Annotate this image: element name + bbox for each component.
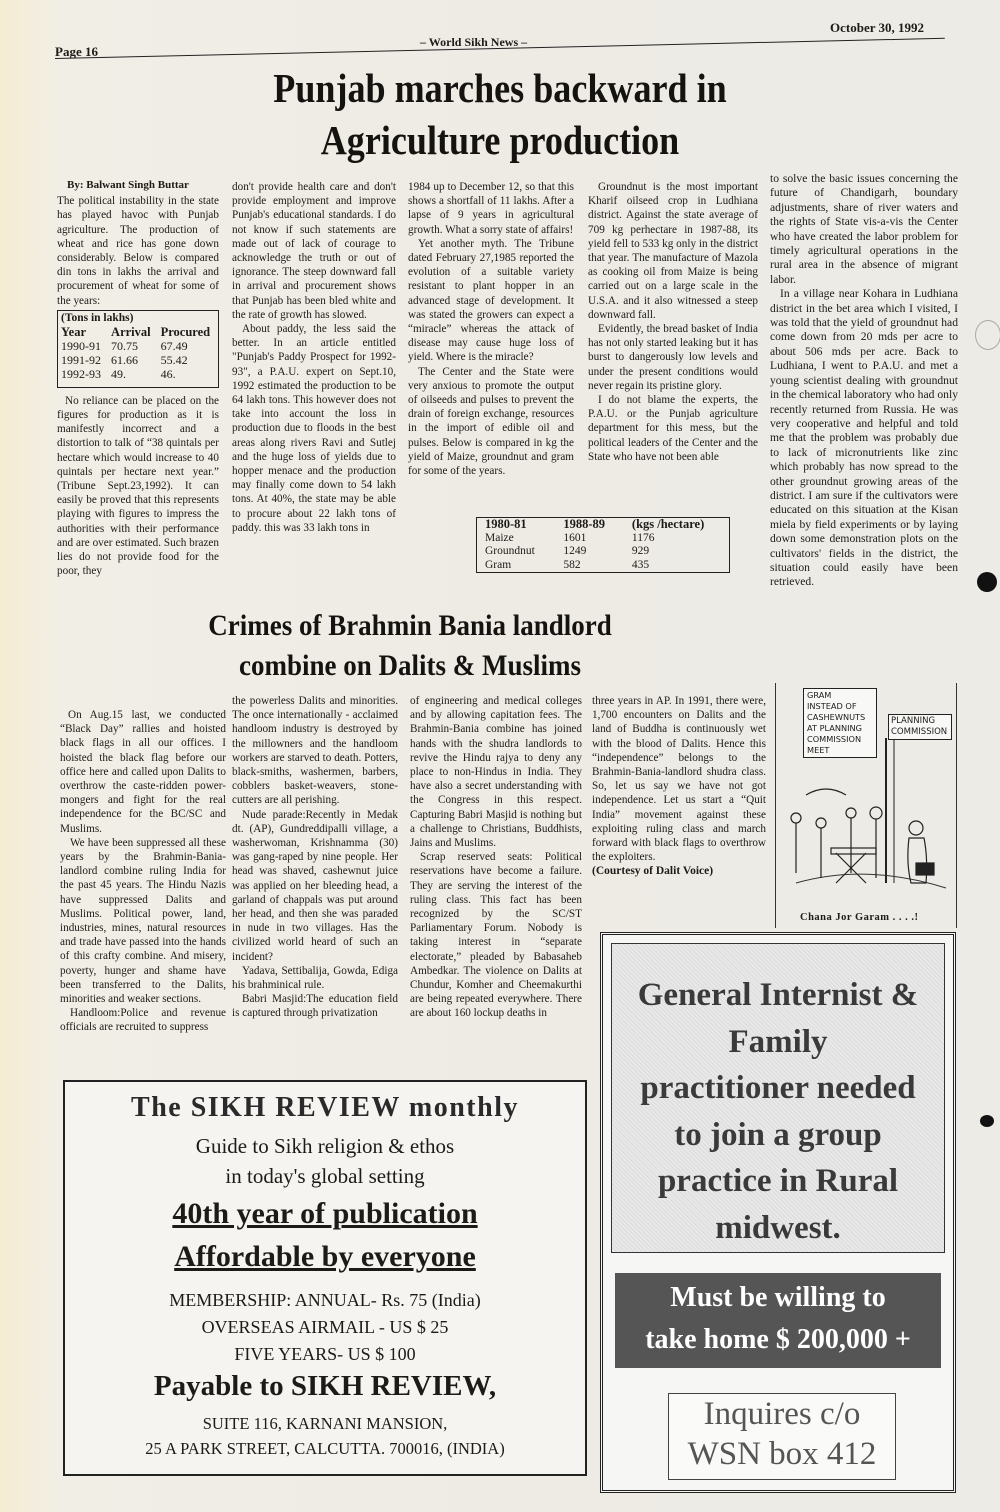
cell: 1249 [563, 545, 587, 557]
sign-text: PLANNING [891, 716, 936, 726]
cartoon-caption: Chana Jor Garam . . . .! [800, 912, 919, 923]
wheat-table-header [58, 325, 219, 339]
article1-column-1 [57, 178, 219, 578]
article2-headline-line2: combine on Dalits & Muslims [238, 649, 581, 682]
article1-column-2 [232, 180, 396, 535]
ad-line: General Internist & [637, 977, 919, 1013]
ad-price: FIVE YEARS- US $ 100 [234, 1344, 416, 1364]
header-cell: Arrival [111, 324, 151, 339]
punch-hole-mark [980, 1115, 994, 1127]
ad-line: Guide to Sikh religion & ethos [195, 1134, 455, 1158]
contact-line: WSN box 412 [687, 1436, 877, 1472]
salary-banner [615, 1273, 941, 1368]
article1-headline-line2: Agriculture production [320, 117, 680, 163]
issue-date: October 30, 1992 [830, 20, 924, 35]
ad-line: Family [728, 1023, 828, 1060]
cell: 61.66 [111, 352, 139, 367]
cell: 1601 [563, 531, 587, 544]
wheat-table-caption: (Tons in lakhs) [61, 311, 134, 324]
ad-address: SUITE 116, KARNANI MANSION, [202, 1414, 448, 1433]
article1-column-4 [588, 180, 758, 464]
punch-hole-mark [977, 572, 997, 592]
article1-column-5 [770, 172, 958, 590]
ad-price: OVERSEAS AIRMAIL - US $ 25 [201, 1317, 449, 1337]
contact-line: Inquires c/o [703, 1396, 861, 1432]
table-row [477, 559, 730, 573]
ad-line: practitioner needed [640, 1070, 916, 1106]
paragraph: The political instability in the state has played havoc with Punjab agriculture. The production of wheat and rice has gone down considerably. Below is compared din tons in lakhs the arrival and procurement of wheat for some of the years: [57, 195, 219, 307]
yield-table-header [477, 518, 730, 532]
cartoon-building-sign [888, 714, 952, 740]
cell: Gram [485, 558, 512, 571]
cell: 46. [160, 366, 176, 381]
cell: Maize [485, 531, 514, 544]
ad-price: MEMBERSHIP: ANNUAL- Rs. 75 (India) [169, 1290, 481, 1310]
paragraph: Scrap reserved seats: Political reservations have become a failure. They are serving the interest of the ruling class. This fact has been recognized by the SC/ST Parliamentary Forum. Nobody is taking interest in “separate electorate,” pleaded by Babasaheb Ambedkar. The violence on Dalits at Chundur, Komher and Cheemakurthi are being repeated everywhere. There are about 160 lockup deaths in [410, 851, 582, 1020]
table-row [477, 545, 730, 559]
paragraph: Evidently, the bread basket of India has not only started leaking but it has burst to dangerously low levels and under the present conditions would never regain its pristine glory. [588, 323, 758, 392]
ad-title: The SIKH REVIEW monthly [131, 1092, 519, 1123]
ad-shaded-panel [611, 943, 945, 1253]
physician-wanted-ad [600, 932, 956, 1493]
ad-line: to join a group [674, 1116, 882, 1153]
article1-headline-line1: Punjab marches backward in [273, 65, 727, 111]
paragraph: Nude parade:Recently in Medak dt. (AP), Gundreddipalli village, a washerwoman, Krishnamma (30) was gang-raped by nine people. Her head was shaved, cashewnut juice was applied on her bleeding head, a garland of chappals was put around her head, and then she was paraded in nude in two villages. Has the civilized world heard of such an incident? [232, 808, 398, 963]
paragraph: three years in AP. In 1991, there were, 1,700 encounters on Dalits and the land of Buddha is continuously wet with the blood of Dalits. Hence this “independence” belongs to the Brahmin-Bania-landlord shudra class. So, let us say we have not got independence. Let us start a “Quit India” movement against these exploiting ruling class and march forward with black flags to overthrow the exploiters. [592, 695, 766, 864]
header-cell: 1988-89 [563, 517, 606, 531]
article2-column-1 [60, 708, 226, 1035]
header-cell: Procured [160, 324, 211, 339]
paragraph: The Center and the State were very anxious to promote the output of oilseeds and pulses to prevent the drain of foreign exchange, resources in the import of edible oil and pulses. Below is compared in kg the yield of Maize, groundnut and gram for some of the years. [408, 365, 574, 478]
paragraph: Handloom:Police and revenue officials are recruited to suppress [60, 1007, 226, 1034]
cell: 49. [111, 366, 127, 381]
sign-text: MEET [807, 745, 830, 755]
ad-highlight: Affordable by everyone [174, 1240, 476, 1273]
paragraph: to solve the basic issues concerning the future of Chandigarh, boundary adjustments, share of river waters and the rights of State vis-a-vis the Center who have created the labor problem for timely agricultural operations in the rural area in the absence of migrant labor. [770, 172, 958, 286]
contact-box [668, 1393, 896, 1480]
paragraph: Babri Masjid:The education field is captured through privatization [232, 993, 398, 1020]
table-row [58, 339, 219, 353]
cartoon-notice-sign [803, 688, 877, 758]
byline: By: Balwant Singh Buttar [67, 179, 189, 191]
credit-line: (Courtesy of Dalit Voice) [592, 865, 714, 878]
yield-table [476, 517, 730, 573]
sign-text: INSTEAD OF [807, 701, 857, 711]
sign-text: GRAM [807, 690, 832, 700]
punch-hole-outline [975, 320, 1000, 350]
ad-line: practice in Rural [657, 1163, 899, 1199]
paragraph: the powerless Dalits and minorities. The once internationally - acclaimed handloom industry is destroyed by the millowners and the handloom workers are starved to death. Potters, black-smiths, washermen, barbers, cobblers basket-weavers, stone-cutters are all perishing. [232, 695, 398, 807]
article2-headline-line1: Crimes of Brahmin Bania landlord [208, 609, 612, 642]
paragraph: 1984 up to December 12, so that this shows a shortfall of 11 lakhs. After a lapse of 9 years in agricultural growth. What a sorry state of affairs! [408, 181, 574, 236]
cell: 55.42 [160, 352, 188, 367]
ad-line: midwest. [715, 1209, 841, 1246]
cell: 70.75 [111, 338, 139, 353]
sign-text: CASHEWNUTS [807, 712, 866, 722]
paragraph: don't provide health care and don't provide employment and improve Punjab's educational standards. I do not know if such statements are made out of lack of courage to acknowledge the truth or out of ignorance. The steep downward fall in arrival and procurement shows that Punjab has been bled white and the rate of growth has slowed. [232, 181, 396, 321]
sign-text: COMMISSION [891, 727, 948, 737]
publication-name: – World Sikh News – [420, 35, 528, 49]
cell: 67.49 [160, 338, 188, 353]
ad-headline [612, 972, 944, 1251]
table-row [58, 367, 219, 388]
table-row [477, 532, 730, 546]
article2-column-4 [592, 694, 766, 879]
header-cell: (kgs /hectare) [631, 517, 705, 531]
paragraph: About paddy, the less said the better. In an article entitled "Punjab's Paddy Prospect for 1992-93", a P.A.U. expert on Sept.10, 1992 estimated the production to be 64 lakh tons. This however does not take into account the loss in production due to floods in the best areas along rivers Ravi and Sutlej and the huge loss of yields due to hopper menace and the production may finally come down to 54 lakh tons. At 40%, the state may be able to procure about 22 lakh tons of paddy. this was 33 lakh tons in [232, 323, 396, 534]
banner-line: Must be willing to [670, 1282, 886, 1313]
paragraph: We have been suppressed all these years by the Brahmin-Bania-landlord combine ruling India for the past 45 years. The Hindu Nazis have suppressed Dalits and Muslims. Political power, land, industries, mines, natural resources and trade have passed into the hands of this crafty combine. And misery, poverty, hunger and shame have been transferred to the Dalits, minorities and weaker sections. [60, 836, 226, 1006]
paragraph: of engineering and medical colleges and by allowing capitation fees. The Brahmin-Bania combine has joined hands with the shudra landlords to revive the Hindu rajya to deny any place to non-Hindus in India. They have also a secret understanding with the Congress in this respect. Capturing Babri Masjid is nothing but a challenge to Christians, Buddhists, Jains and Muslims. [410, 695, 582, 850]
article1-column-3 [408, 180, 574, 478]
ad-line: in today's global setting [225, 1164, 425, 1188]
ad-address: 25 A PARK STREET, CALCUTTA. 700016, (INDIA) [145, 1439, 505, 1458]
article2-column-3 [410, 694, 582, 1021]
cell: 582 [563, 558, 581, 571]
cell: 1992-93 [61, 366, 101, 381]
sikh-review-ad [63, 1080, 587, 1476]
paragraph: Yadava, Settibalija, Gowda, Ediga his brahminical rule. [232, 964, 398, 992]
paragraph: I do not blame the experts, the P.A.U. or the Punjab agriculture department for this mess, but the political leaders of the Center and the State who have not been able [588, 394, 758, 463]
paragraph: Groundnut is the most important Kharif oilseed crop in Ludhiana district. Against the state average of 709 kg perhectare in 1987-88, its yield fell to 533 kg only in the district that year. The manufacture of Mazola as cooking oil from Maize is being carried out on a large scale in the U.S.A. and it also witnessed a steep downward fall. [588, 181, 758, 321]
sign-text: COMMISSION [807, 734, 862, 744]
paragraph: In a village near Kohara in Ludhiana district in the bet area which I visited, I was told that the yield of groundnut had come down from 20 mds per acre to about 506 mds per acre. Back to Ludhiana, I went to P.A.U. and met a young scientist dealing with groundnut in the chemical laboratory who had only recently returned from Russia. He was very cooperative and helpful and told me that the problem was probably due to lack of micronutrients like zinc which probably has now spread to the other groundnut growing areas of the district. I am sure if the cultivators were educated on this situation at the Kisan miela by field experiments or by laying down some demonstration plots on the cultivators' fields in the district, the situation could easily have been retrieved. [770, 287, 958, 589]
ad-highlight: 40th year of publication [172, 1197, 478, 1230]
cell: 1990-91 [61, 338, 101, 353]
banner-line: take home $ 200,000 + [645, 1324, 911, 1355]
cell: 929 [631, 545, 650, 557]
sign-text: AT PLANNING [807, 723, 862, 733]
header-cell: 1980-81 [485, 517, 527, 531]
cell: 435 [631, 558, 650, 571]
paragraph: No reliance can be placed on the figures for production as it is manifestly incorrect and a distortion to talk of “38 quintals per hectare which would increase to 40 quintals per hectare next year.” (Tribune Sept.23,1992). It can easily be proved that this represents playing with figures to impress the authorities with their performance and are over estimated. Such brazen lies do not provide food for the poor, they [57, 394, 219, 578]
header-cell: Year [61, 324, 86, 339]
paragraph: Yet another myth. The Tribune dated February 27,1985 reported the evolution of a suitable variety resistant to plant hopper in an advanced stage of development. It was stated the growers can expect a “miracle” whereas the attack of disease may cause huge loss of yield. Where is the miracle? [408, 237, 574, 364]
ad-payable: Payable to SIKH REVIEW, [153, 1370, 497, 1402]
cell: Groundnut [485, 545, 535, 557]
article2-headline [127, 606, 694, 686]
page-number: Page 16 [55, 44, 98, 59]
wheat-table [57, 310, 219, 388]
cell: 1176 [631, 531, 655, 544]
table-row [58, 353, 219, 367]
paragraph: On Aug.15 last, we conducted “Black Day” rallies and hoisted black flags in all our offices. I hoisted the black flag before our office here and called upon Dalits to overthrow the caste-ridden power-mongers and fight for the real independence for the BC/SC and Muslims. [60, 709, 226, 835]
cell: 1991-92 [61, 352, 101, 367]
article1-headline [174, 62, 825, 166]
article2-column-2 [232, 694, 398, 1021]
